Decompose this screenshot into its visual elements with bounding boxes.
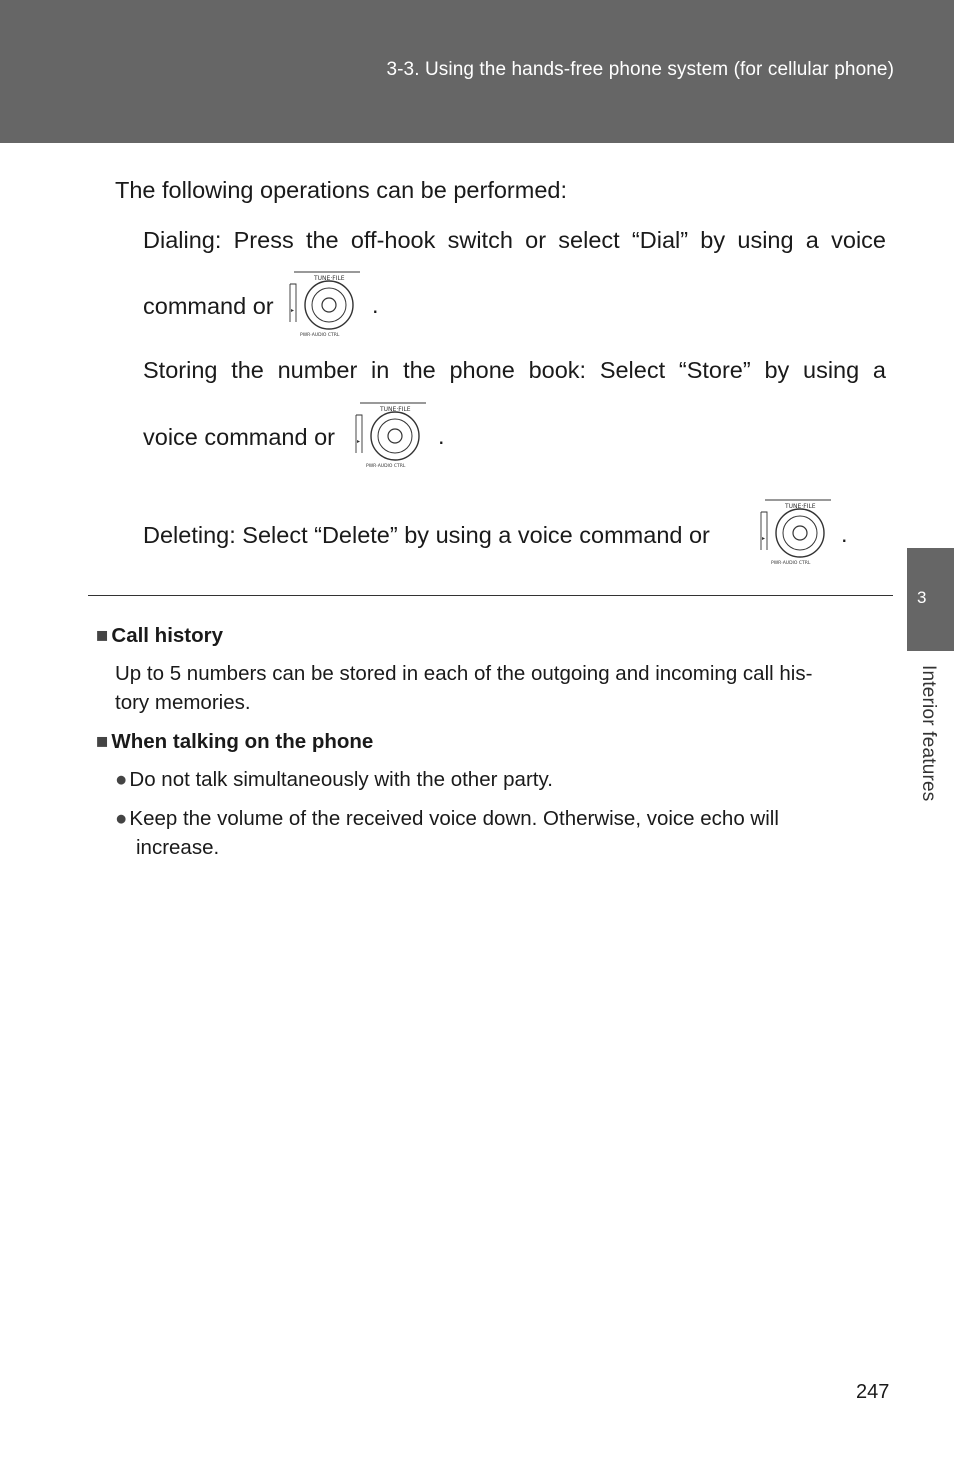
chapter-label: Interior features <box>918 665 939 802</box>
note-call-history-line-1: Up to 5 numbers can be stored in each of the outgoing and incoming call his- <box>115 662 813 685</box>
svg-text:▸: ▸ <box>291 308 295 314</box>
square-bullet-icon: ■ <box>96 624 109 647</box>
knob-bottom-label: PWR·AUDIO CTRL <box>300 333 340 338</box>
chapter-number: 3 <box>917 588 927 607</box>
running-header: 3-3. Using the hands-free phone system (for cellular phone) <box>386 59 894 80</box>
storing-line-2: voice command or <box>143 424 335 450</box>
chapter-tab <box>907 548 954 651</box>
knob-top-label: TUNE·FILE <box>314 275 345 282</box>
storing-line-1: Storing the number in the phone book: Select “Store” by using a <box>143 357 886 383</box>
square-bullet-icon: ■ <box>96 730 109 753</box>
knob-top-label: TUNE·FILE <box>380 406 411 413</box>
note-item-text: Keep the volume of the received voice down. Otherwise, voice echo will <box>129 807 779 830</box>
dialing-line-2: command or <box>143 293 274 319</box>
tune-file-knob-icon <box>354 401 430 469</box>
tune-file-knob-icon <box>759 498 835 566</box>
storing-end: . <box>438 423 445 449</box>
deleting-end: . <box>841 521 848 547</box>
note-heading-talking <box>96 727 373 756</box>
knob-top-label: TUNE·FILE <box>785 503 816 510</box>
section-divider <box>88 595 893 596</box>
svg-text:▸: ▸ <box>762 536 766 542</box>
circle-bullet-icon: ● <box>115 807 128 830</box>
note-heading-call-history <box>96 621 223 650</box>
dialing-line-1: Dialing: Press the off-hook switch or select “Dial” by using a voice <box>143 227 886 253</box>
note-talking-item-2 <box>115 804 779 833</box>
page-number: 247 <box>856 1381 890 1403</box>
note-heading-text: When talking on the phone <box>111 730 374 753</box>
note-talking-item-2-continued: increase. <box>136 836 220 859</box>
intro-text: The following operations can be performed: <box>115 177 567 203</box>
knob-bottom-label: PWR·AUDIO CTRL <box>366 464 406 469</box>
deleting-line: Deleting: Select “Delete” by using a voice command or <box>143 522 710 548</box>
note-talking-item-1 <box>115 765 553 794</box>
knob-bottom-label: PWR·AUDIO CTRL <box>771 561 811 566</box>
dialing-end: . <box>372 292 379 318</box>
svg-text:▸: ▸ <box>357 439 361 445</box>
tune-file-knob-icon <box>288 270 364 338</box>
note-heading-text: Call history <box>111 624 224 647</box>
note-call-history-line-2: tory memories. <box>115 691 251 714</box>
circle-bullet-icon: ● <box>115 768 128 791</box>
note-item-text: Do not talk simultaneously with the other party. <box>129 768 553 791</box>
